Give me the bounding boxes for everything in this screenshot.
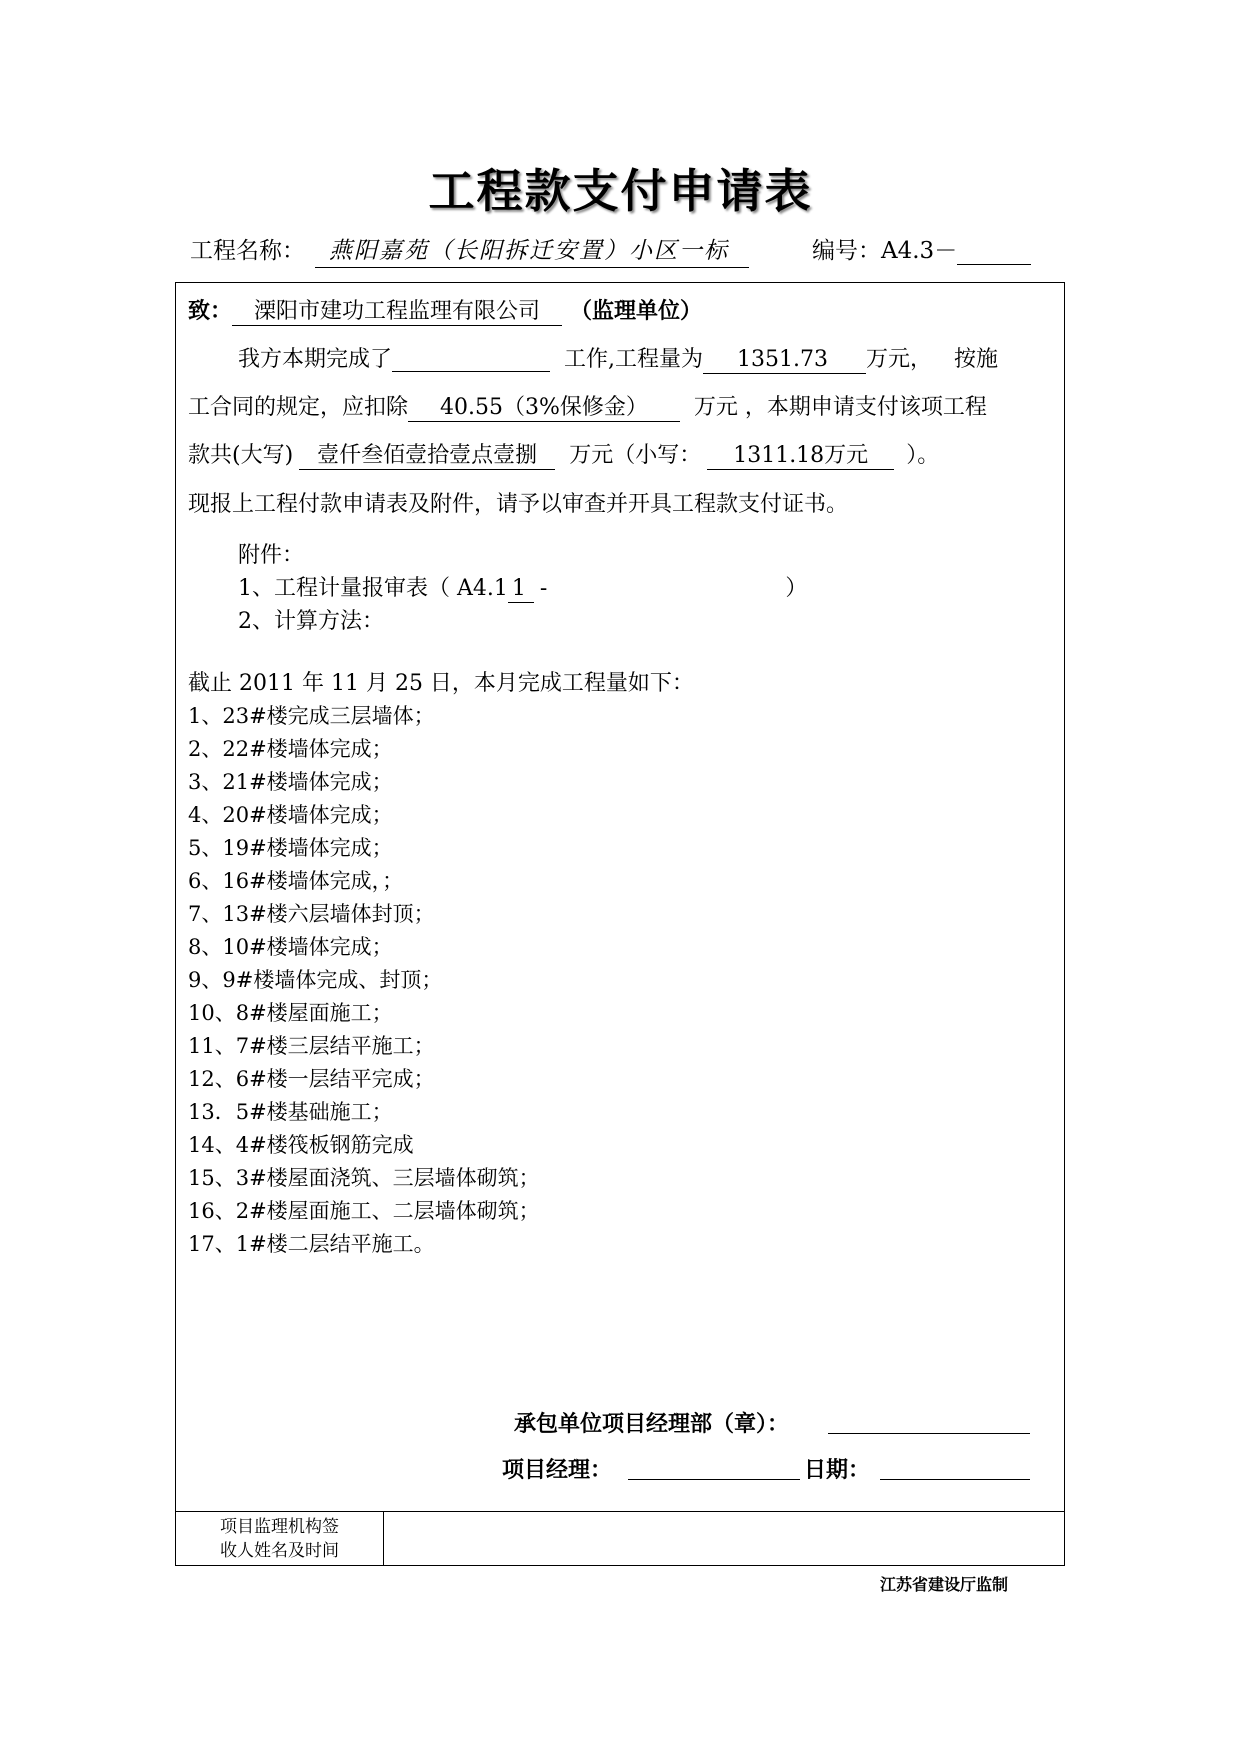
list-item: 16、2#楼屋面施工、二层墙体砌筑； xyxy=(188,1199,540,1223)
form-body xyxy=(175,282,1065,1566)
project-name-row xyxy=(190,232,749,268)
quantity-value: 1351.73 xyxy=(703,349,866,374)
list-item: 8、10#楼墙体完成； xyxy=(188,935,393,959)
body-text: 万元， xyxy=(866,347,933,372)
project-name-label: 工程名称： xyxy=(190,238,305,264)
list-item: 13．5#楼基础施工； xyxy=(188,1100,393,1124)
attachment-1-close: ） xyxy=(785,576,808,601)
body-text: 按施 xyxy=(954,347,999,372)
form-number-row xyxy=(812,232,1031,265)
list-item: 14、4#楼筏板钢筋完成 xyxy=(188,1133,414,1157)
list-item: 6、16#楼墙体完成，； xyxy=(188,869,404,893)
work-blank xyxy=(392,349,550,372)
contractor-seal-label: 承包单位项目经理部（章）： xyxy=(514,1412,790,1437)
form-number-blank xyxy=(957,238,1031,265)
date-line xyxy=(880,1479,1030,1480)
contractor-seal-line xyxy=(828,1433,1030,1434)
work-summary: 截止 2011 年 11 月 25 日，本月完成工程量如下： xyxy=(188,671,694,696)
issuer-footer: 江苏省建设厅监制 xyxy=(880,1575,1009,1594)
list-item: 4、20#楼墙体完成； xyxy=(188,803,393,827)
project-manager-label: 项目经理： xyxy=(502,1458,613,1483)
list-item: 11、7#楼三层结平施工； xyxy=(188,1034,435,1058)
list-item: 5、19#楼墙体完成； xyxy=(188,836,393,860)
supervisor-receipt-row xyxy=(176,1511,1064,1566)
attachment-1-text: 1、工程计量报审表（ A4.1 xyxy=(238,576,508,601)
body-text: 工作,工程量为 xyxy=(564,347,704,372)
amount-figure: 1311.18万元 xyxy=(707,445,894,470)
list-item: 15、3#楼屋面浇筑、三层墙体砌筑； xyxy=(188,1166,540,1190)
attachment-1 xyxy=(238,578,807,603)
attachment-2: 2、计算方法： xyxy=(238,609,384,634)
body-line-3 xyxy=(188,445,939,470)
list-item: 12、6#楼一层结平完成； xyxy=(188,1067,435,1091)
page-title: 工程款支付申请表 xyxy=(428,164,813,218)
list-item: 9、9#楼墙体完成、封顶； xyxy=(188,968,443,992)
supervisor-unit-label: （监理单位） xyxy=(570,299,703,324)
body-text: 我方本期完成了 xyxy=(238,347,393,372)
project-name-value: 燕阳嘉苑（长阳拆迁安置）小区一标 xyxy=(315,232,749,268)
list-item: 7、13#楼六层墙体封顶； xyxy=(188,902,435,926)
attachments-label: 附件： xyxy=(238,543,305,568)
list-item: 17、1#楼二层结平施工。 xyxy=(188,1232,435,1256)
list-item: 2、22#楼墙体完成； xyxy=(188,737,393,761)
addressee-label: 致： xyxy=(188,299,233,324)
form-number-prefix: A4.3－ xyxy=(881,238,958,264)
body-text: 万元（小写： xyxy=(569,443,702,468)
body-text: ）。 xyxy=(906,443,940,468)
attachment-1-number: 1 xyxy=(508,578,534,603)
body-line-2 xyxy=(188,397,987,422)
amount-words: 壹仟叁佰壹拾壹点壹捌 xyxy=(299,445,555,470)
body-text: 工合同的规定，应扣除 xyxy=(188,395,409,420)
list-item: 3、21#楼墙体完成； xyxy=(188,770,393,794)
supervisor-receipt-label xyxy=(176,1512,384,1566)
deduction-value: 40.55（3%保修金） xyxy=(408,397,680,422)
body-text: 款共(大写) xyxy=(188,443,294,468)
body-line-1 xyxy=(238,349,998,374)
receipt-label-line-1: 项目监理机构签 xyxy=(220,1517,339,1537)
list-item: 10、8#楼屋面施工； xyxy=(188,1001,393,1025)
addressee-row xyxy=(188,301,702,326)
body-text: 万元 ，本期申请支付该项工程 xyxy=(693,395,987,420)
form-number-label: 编号： xyxy=(812,238,881,264)
attachment-1-dash: - xyxy=(539,576,548,601)
receipt-label-line-2: 收人姓名及时间 xyxy=(220,1541,339,1561)
supervisor-company: 溧阳市建功工程监理有限公司 xyxy=(232,301,562,326)
body-line-4: 现报上工程付款申请表及附件，请予以审查并开具工程款支付证书。 xyxy=(188,492,849,517)
list-item: 1、23#楼完成三层墙体； xyxy=(188,704,435,728)
date-label: 日期： xyxy=(804,1458,871,1483)
project-manager-line xyxy=(628,1479,800,1480)
